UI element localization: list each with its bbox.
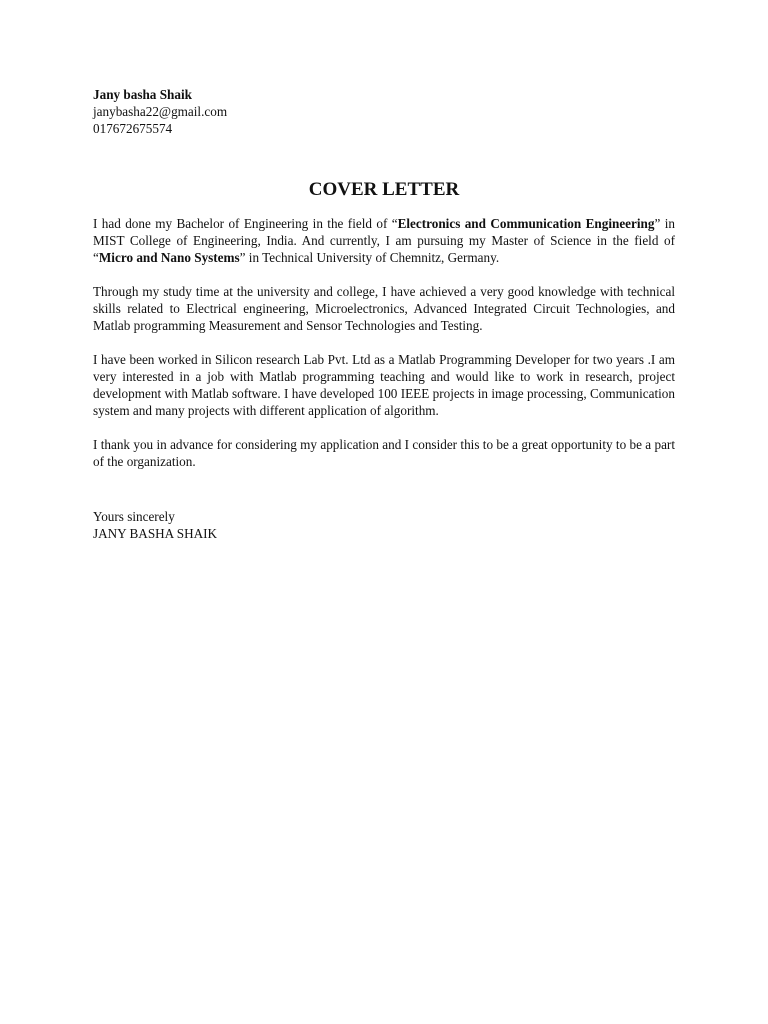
closing-block <box>93 508 675 542</box>
paragraph-education-text-3: ” in Technical University of Chemnitz, Germany. <box>239 250 500 265</box>
paragraph-thanks: I thank you in advance for considering my application and I consider this to be a great opportunity to be a part of the organization. <box>93 437 675 469</box>
paragraph-education-text-1: I had done my Bachelor of Engineering in the field of “ <box>93 216 398 231</box>
closing-salutation: Yours sincerely <box>93 509 175 524</box>
paragraph-experience: I have been worked in Silicon research Lab Pvt. Ltd as a Matlab Programming Developer for two years .I am very interested in a job with Matlab programming teaching and would like to work in research, project development with Matlab software. I have developed 100 IEEE projects in image processing, Communication system and many projects with different application of algorithm. <box>93 352 675 418</box>
paragraph-education-bold-1: Electronics and Communication Engineering <box>397 216 655 231</box>
letter-body <box>93 86 675 542</box>
paragraph-education-bold-2: Micro and Nano Systems <box>98 250 240 265</box>
paragraph-skills: Through my study time at the university and college, I have achieved a very good knowledge with technical skills related to Electrical engineering, Microelectronics, Advanced Integrated Circuit Technologies, and Matlab programming Measurement and Sensor Technologies and Testing. <box>93 284 675 333</box>
letter-title: COVER LETTER <box>308 179 460 200</box>
sender-name: Jany basha Shaik <box>93 87 192 102</box>
closing-signature: JANY BASHA SHAIK <box>93 526 218 541</box>
sender-phone: 017672675574 <box>93 121 173 136</box>
paragraph-education-text-2: ” in MIST College of Engineering, India. And currently, I am pursuing my Master of Science in the field of “ <box>93 216 675 265</box>
paragraph-education <box>93 215 675 266</box>
sender-block <box>93 86 675 137</box>
sender-email: janybasha22@gmail.com <box>93 104 228 119</box>
